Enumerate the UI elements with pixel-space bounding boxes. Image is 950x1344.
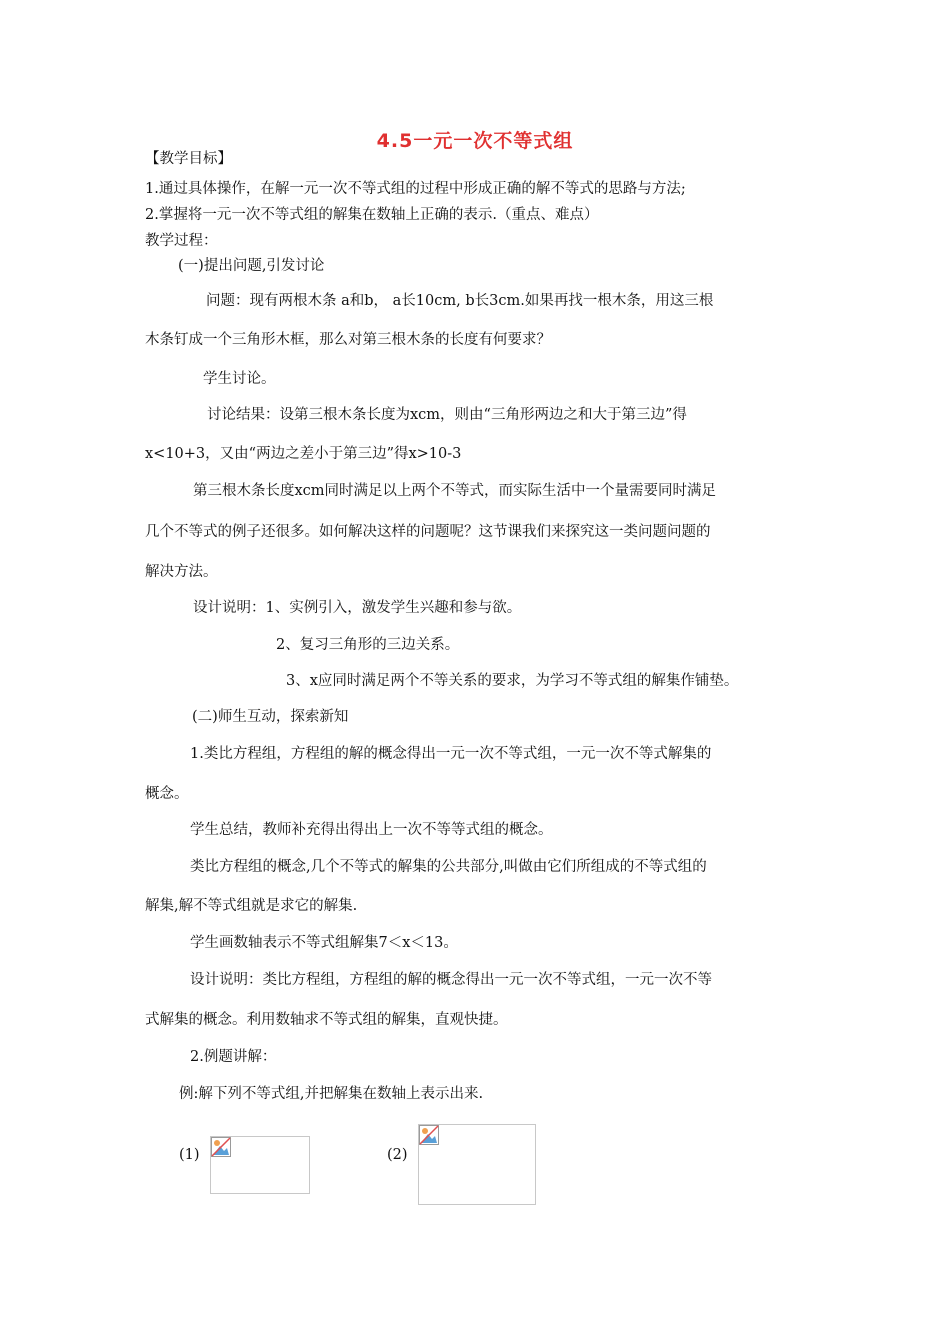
section1-heading: (一)提出问题,引发讨论 [178,258,325,274]
page-title: 4.5一元一次不等式组 [376,130,574,152]
student-summary: 学生总结，教师补充得出得出上一次不等等式组的概念。 [190,822,553,838]
design-note-5: 式解集的概念。利用数轴求不等式组的解集，直观快捷。 [145,1012,508,1028]
item1-line-2: 概念。 [145,786,189,802]
design-note-1: 设计说明：1、实例引入，激发学生兴趣和参与欲。 [193,600,522,616]
item1-line-1: 1.类比方程组，方程组的解的概念得出一元一次不等式组，一元一次不等式解集的 [190,746,712,762]
objectives-header: 【教学目标】 [145,151,232,167]
para-line-3: 解决方法。 [145,564,218,580]
para-line-1: 第三根木条长度xcm同时满足以上两个不等式，而实际生活中一个量需要同时满足 [193,483,717,499]
problem-line-1: 问题：现有两根木条 a和b， a长10cm, b长3cm.如果再找一根木条，用这三根 [206,293,714,309]
process-header: 教学过程： [145,233,218,249]
result-line-2: x<10+3，又由“两边之差小于第三边”得x>10-3 [145,446,462,462]
objective-2: 2.掌握将一元一次不等式组的解集在数轴上正确的表示.（重点、难点） [145,207,599,223]
item2-heading: 2.例题讲解： [190,1049,277,1065]
broken-image-icon [211,1137,231,1157]
problem-line-2: 木条钉成一个三角形木框，那么对第三根木条的长度有何要求？ [145,332,551,348]
example-image-1 [210,1136,310,1194]
example-label-1: (1) [179,1147,200,1163]
definition-line-1: 类比方程组的概念,几个不等式的解集的公共部分,叫做由它们所组成的不等式组的 [190,859,707,875]
definition-line-2: 解集,解不等式组就是求它的解集. [145,898,358,914]
objective-1: 1.通过具体操作，在解一元一次不等式组的过程中形成正确的解不等式的思路与方法; [145,181,686,197]
broken-image-icon [419,1125,439,1145]
design-note-2: 2、复习三角形的三边关系。 [276,637,460,653]
result-line-1: 讨论结果：设第三根木条长度为xcm，则由“三角形两边之和大于第三边”得 [207,407,687,423]
section2-heading: (二)师生互动，探索新知 [192,709,349,725]
example-image-2 [418,1124,536,1205]
numberline-line: 学生画数轴表示不等式组解集7＜x＜13。 [190,935,458,951]
student-discussion: 学生讨论。 [203,371,276,387]
design-note-4: 设计说明：类比方程组，方程组的解的概念得出一元一次不等式组，一元一次不等 [190,972,712,988]
example-line: 例:解下列不等式组,并把解集在数轴上表示出来. [179,1086,484,1102]
example-label-2: (2) [387,1147,408,1163]
design-note-3: 3、x应同时满足两个不等关系的要求，为学习不等式组的解集作铺垫。 [286,673,739,689]
para-line-2: 几个不等式的例子还很多。如何解决这样的问题呢？这节课我们来探究这一类问题问题的 [145,524,711,540]
